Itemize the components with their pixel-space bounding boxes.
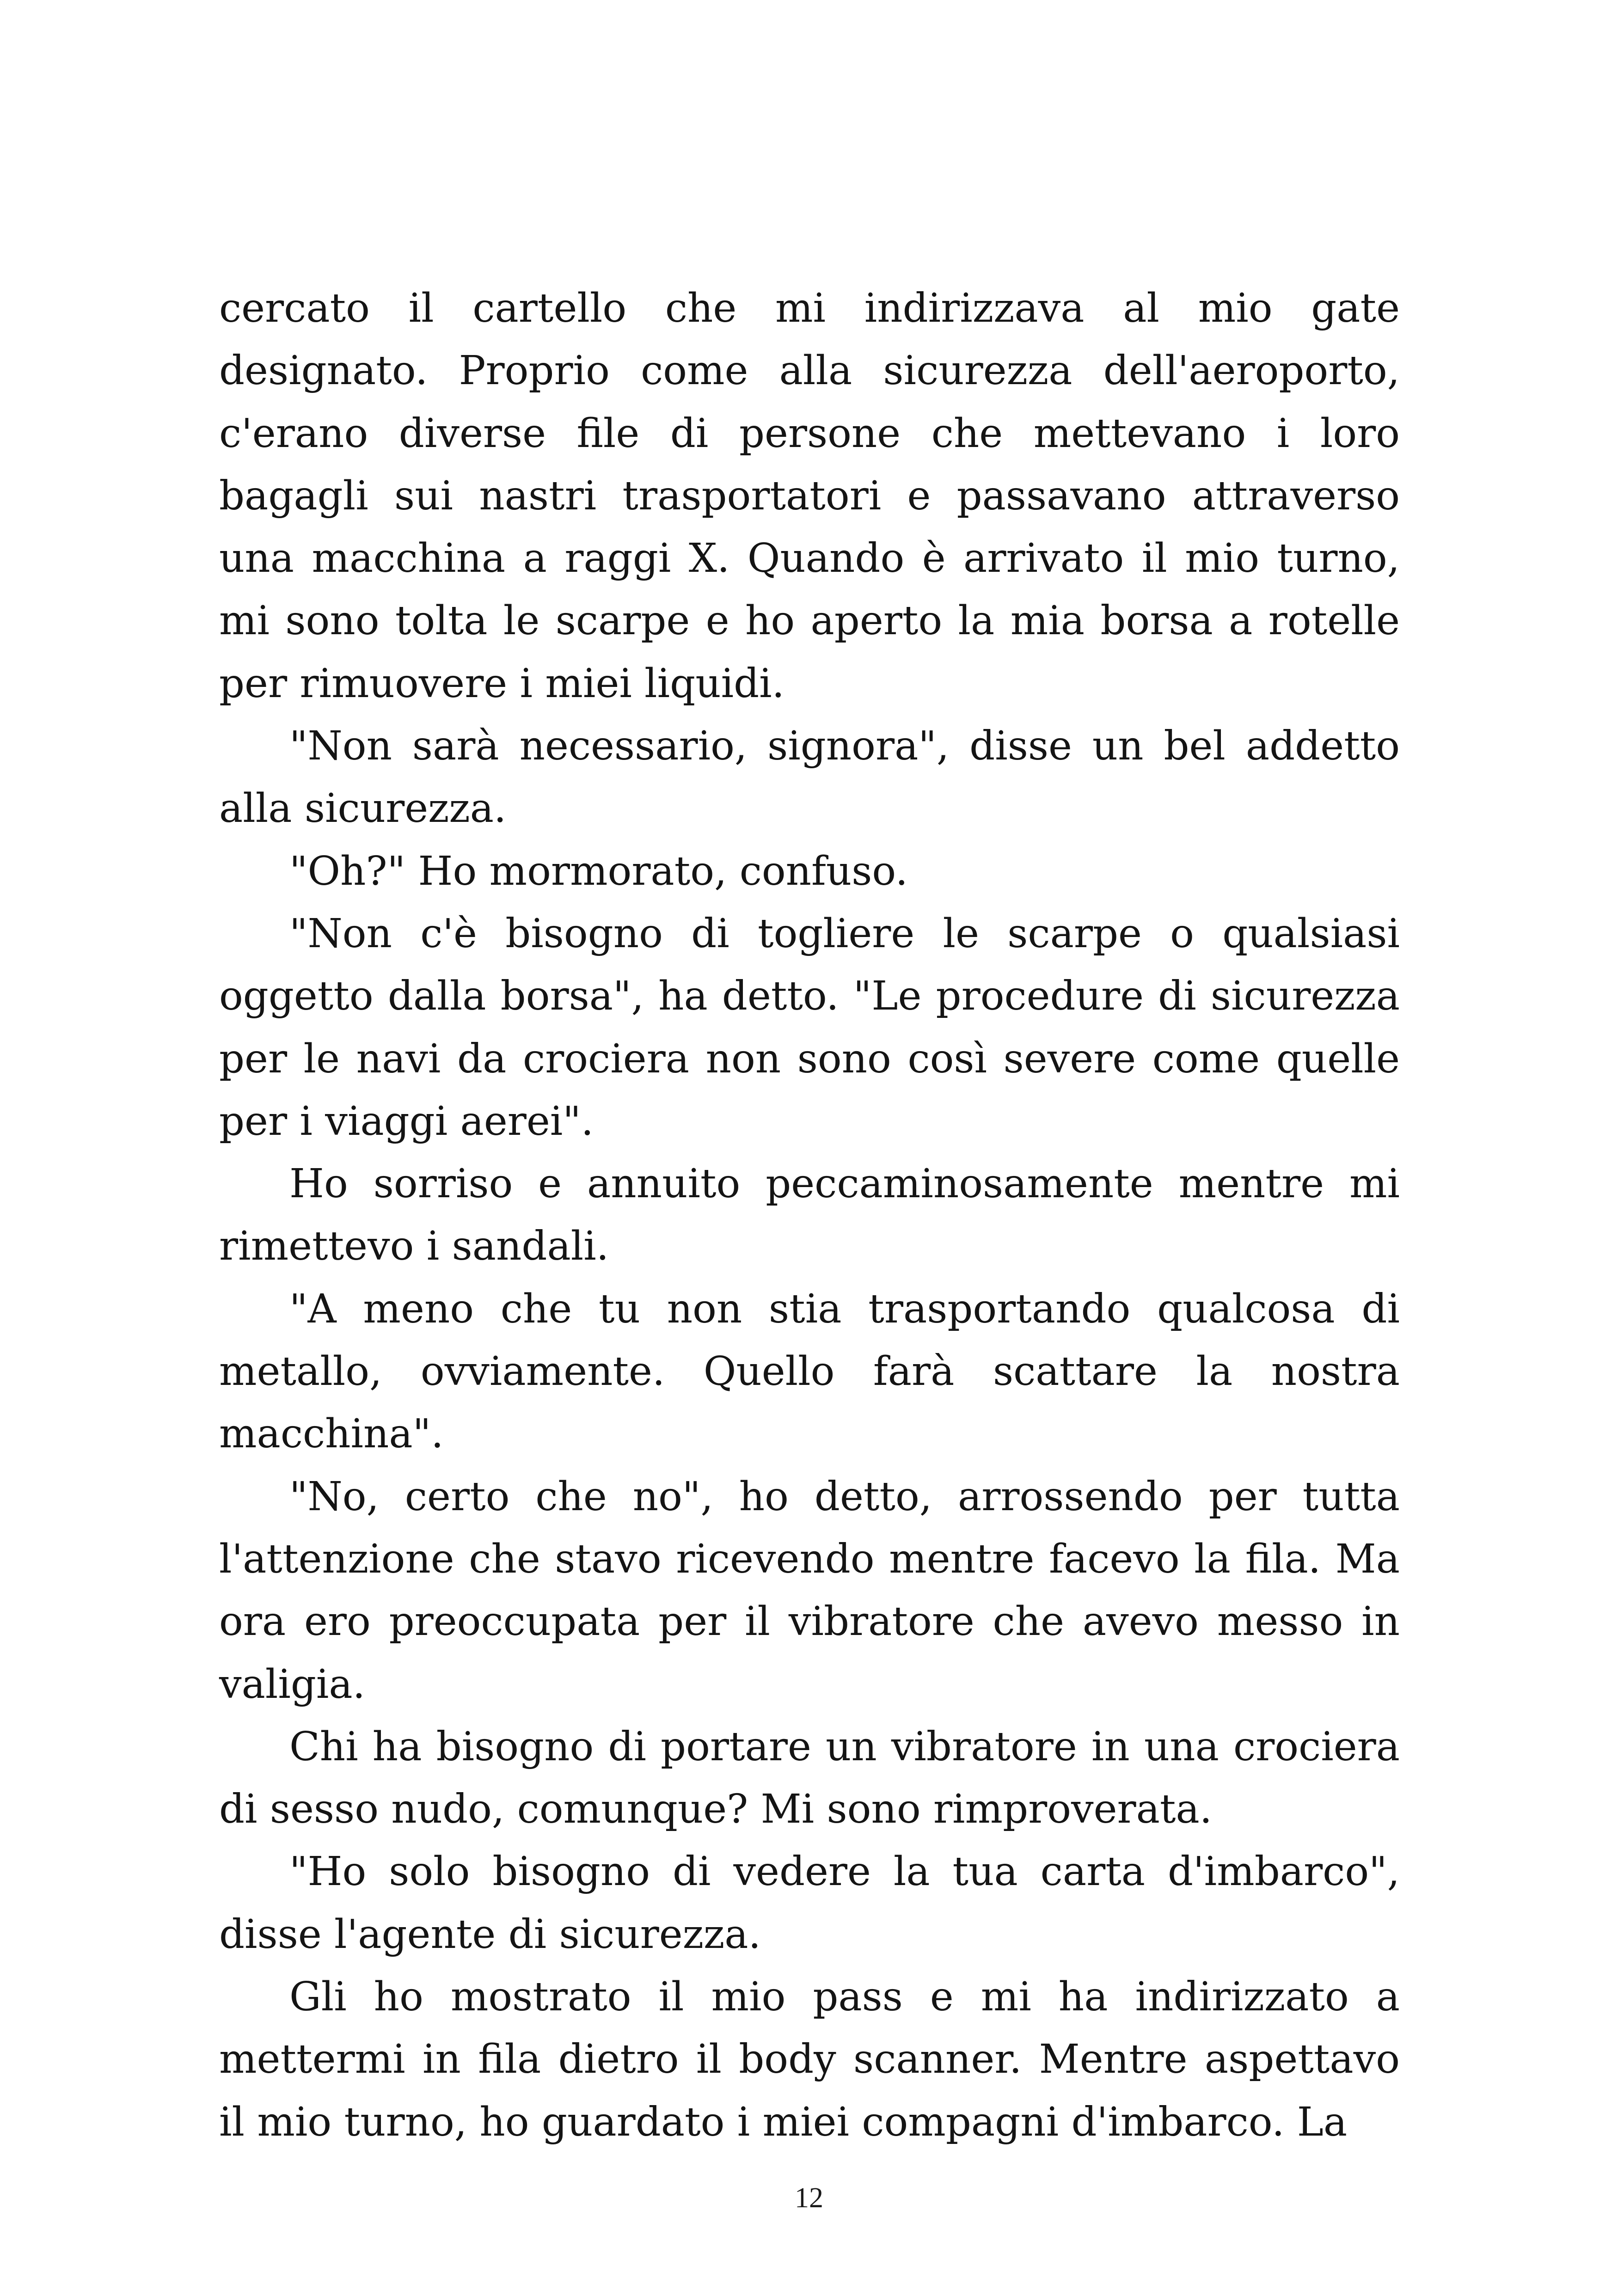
body-text	[219, 277, 1400, 2154]
paragraph: "No, certo che no", ho detto, arrossendo per tutta l'attenzione che stavo ricevendo mentre facevo la fila. Ma ora ero preoccupata per il vibratore che avevo messo in valigia.	[219, 1473, 1400, 1708]
paragraph: Ho sorriso e annuito peccaminosamente mentre mi rimettevo i sandali.	[219, 1161, 1400, 1270]
paragraph: "Ho solo bisogno di vedere la tua carta d'imbarco", disse l'agente di sicurezza.	[219, 1849, 1400, 1958]
paragraph-continuation: cercato il cartello che mi indirizzava al mio gate designato. Proprio come alla sicurezza dell'aeroporto, c'erano diverse file di persone che mettevano i loro bagagli sui nastri trasportatori e passavano attraverso una macchina a raggi X. Quando è arrivato il mio turno, mi sono tolta le scarpe e ho aperto la mia borsa a rotelle per rimuovere i miei liquidi.	[219, 285, 1400, 707]
paragraph: "Oh?" Ho mormorato, confuso.	[289, 848, 908, 894]
paragraph: Gli ho mostrato il mio pass e mi ha indirizzato a mettermi in fila dietro il body scanner. Mentre aspettavo il mio turno, ho guardato i miei compagni d'imbarco. La	[219, 1974, 1400, 2145]
page-number: 12	[795, 2182, 823, 2214]
paragraph: Chi ha bisogno di portare un vibratore in una crociera di sesso nudo, comunque? Mi sono rimproverata.	[219, 1723, 1400, 1833]
paragraph: "Non c'è bisogno di togliere le scarpe o qualsiasi oggetto dalla borsa", ha detto. "Le procedure di sicurezza per le navi da crociera non sono così severe come quelle per i viaggi aerei".	[219, 910, 1400, 1145]
paragraph: "Non sarà necessario, signora", disse un bel addetto alla sicurezza.	[219, 723, 1400, 832]
paragraph: "A meno che tu non stia trasportando qualcosa di metallo, ovviamente. Quello farà scattare la nostra macchina".	[219, 1286, 1400, 1457]
